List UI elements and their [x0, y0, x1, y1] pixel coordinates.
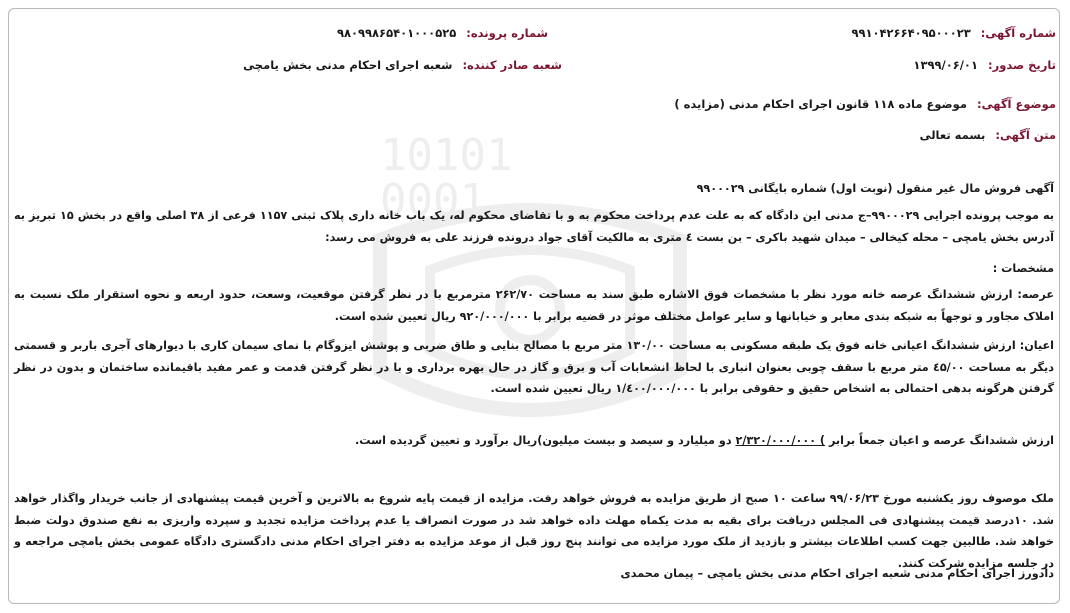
total-value-line [355, 434, 1054, 447]
text-label: متن آگهی: [995, 128, 1056, 142]
ad-number: ۹۹۱۰۴۲۶۶۴۰۹۵۰۰۰۲۳ [851, 26, 971, 40]
total-amount: ) ۲/۳۲۰/۰۰۰/۰۰۰ [735, 434, 826, 447]
auction-paragraph: ملک موصوف روز یکشنبه مورخ ۹۹/۰۶/۲۳ ساعت ۱۰ صبح از طریق مزایده به فروش خواهد رفت. مزایده از قیمت پایه شروع به بالاترین و آخرین قیمت پیشنهادی از جانب خریدار واگذار خواهد شد. ۱۰درصد قیمت پیشنهادی فی المجلس دریافت برای بقیه به مدت یکماه مهلت داده خواهد شد در صورت انصراف یا عدم پرداخت مزایده تجدید و سپرده واریزی به نفع صندوق دولت ضبط خواهد شد. طالبین جهت کسب اطلاعات بیشتر و بازدید از ملک مورد مزایده می توانند پنج روز قبل از موعد مزایده به دفتر اجرای احکام مدنی دادگستری دادگاه عمومی بخش یامچی مراجعه و در جلسه مزایده شرکت کنند. [14, 492, 1055, 570]
total-suffix: دو میلیارد و سیصد و بیست میلیون)ریال برآورد و تعیین گردیده است. [355, 434, 732, 447]
svg-text:10101: 10101 [380, 130, 513, 181]
svg-text:0001: 0001 [380, 175, 486, 226]
ad-number-label: شماره آگهی: [980, 26, 1056, 40]
issuing-branch: شعبه اجرای احکام مدنی بخش یامچی [243, 58, 453, 72]
issue-date-label: تاریخ صدور: [988, 58, 1056, 72]
subject: موضوع ماده ۱۱۸ قانون اجرای احکام مدنی (مزایده ) [674, 97, 968, 111]
subject-label: موضوع آگهی: [977, 97, 1056, 111]
notice-intro-paragraph: به موجب پرونده اجرایی ۹۹۰۰۰۲۹–ج مدنی این دادگاه که به علت عدم پرداخت محکوم به و با تقاضای محکوم له، یک باب خانه داری پلاک ثبتی ۱۱۵۷ فرعی از ۳۸ اصلی واقع در بخش ۱۵ تبریز به آدرس بخش یامچی – محله کیخالی – میدان شهید باکری – بن بست ٤ متری به مالکیت آقای جواد درونده فرزند علی به فروش می رسد: [14, 209, 1054, 244]
building-paragraph: اعیان: ارزش ششدانگ اعیانی خانه فوق یک طبقه مسکونی به مساحت ۱۳۰/۰۰ متر مربع با مصالح بنایی و طاق ضربی و پوشش ایزوگام با نمای سیمان کاری با دیوارهای آجری باربر و قسمتی دیگر به مساحت ٤۵/۰۰ متر مربع با سقف چوبی بعنوان انباری با لحاظ انشعابات آب و برق و گاز در حال بهره برداری و با در نظر گرفتن قدمت و عمر مفید باقیمانده ساختمان و بدون در نظر گرفتن هرگونه بدهی احتمالی به اشخاص حقیق و حقوقی برابر با ۱/٤۰۰/۰۰۰/۰۰۰ ریال تعیین شده است. [14, 339, 1055, 395]
issue-date-row [913, 58, 1056, 72]
subject-row [674, 97, 1056, 111]
case-number-label: شماره پرونده: [466, 26, 548, 40]
issue-date: ۱۳۹۹/۰۶/۰۱ [913, 58, 978, 72]
issuing-branch-row [243, 58, 562, 72]
signature-line: دادورز اجرای احکام مدنی شعبه اجرای احکام مدنی بخش یامچی – پیمان محمدی [620, 567, 1054, 580]
case-number-row [337, 26, 548, 40]
land-paragraph: عرصه: ارزش ششدانگ عرصه خانه مورد نظر با مشخصات فوق الاشاره طبق سند به مساحت ۲۶۲/۷۰ مترمربع با در نظر گرفتن موقعیت، وسعت، حدود اربعه و نحوه استقرار ملک نسبت به املاک مجاور و توجهاً به شبکه بندی معابر و خیابانها و سایر عوامل مختلف موثر در قضیه برابر با ۹۲۰/۰۰۰/۰۰۰ ریال تعیین شده است. [14, 288, 1054, 323]
ad-number-row [851, 26, 1056, 40]
issuing-branch-label: شعبه صادر کننده: [462, 58, 562, 72]
text-intro: بسمه تعالی [919, 128, 986, 142]
text-intro-row [920, 128, 1056, 142]
notice-title: آگهی فروش مال غیر منقول (نوبت اول) شماره بایگانی ۹۹۰۰۰۲۹ [696, 182, 1054, 195]
specs-heading: مشخصات : [992, 262, 1054, 275]
total-prefix: ارزش ششدانگ عرصه و اعیان جمعاً برابر [828, 434, 1054, 447]
case-number: ۹۸۰۹۹۸۶۵۴۰۱۰۰۰۵۲۵ [336, 26, 457, 40]
